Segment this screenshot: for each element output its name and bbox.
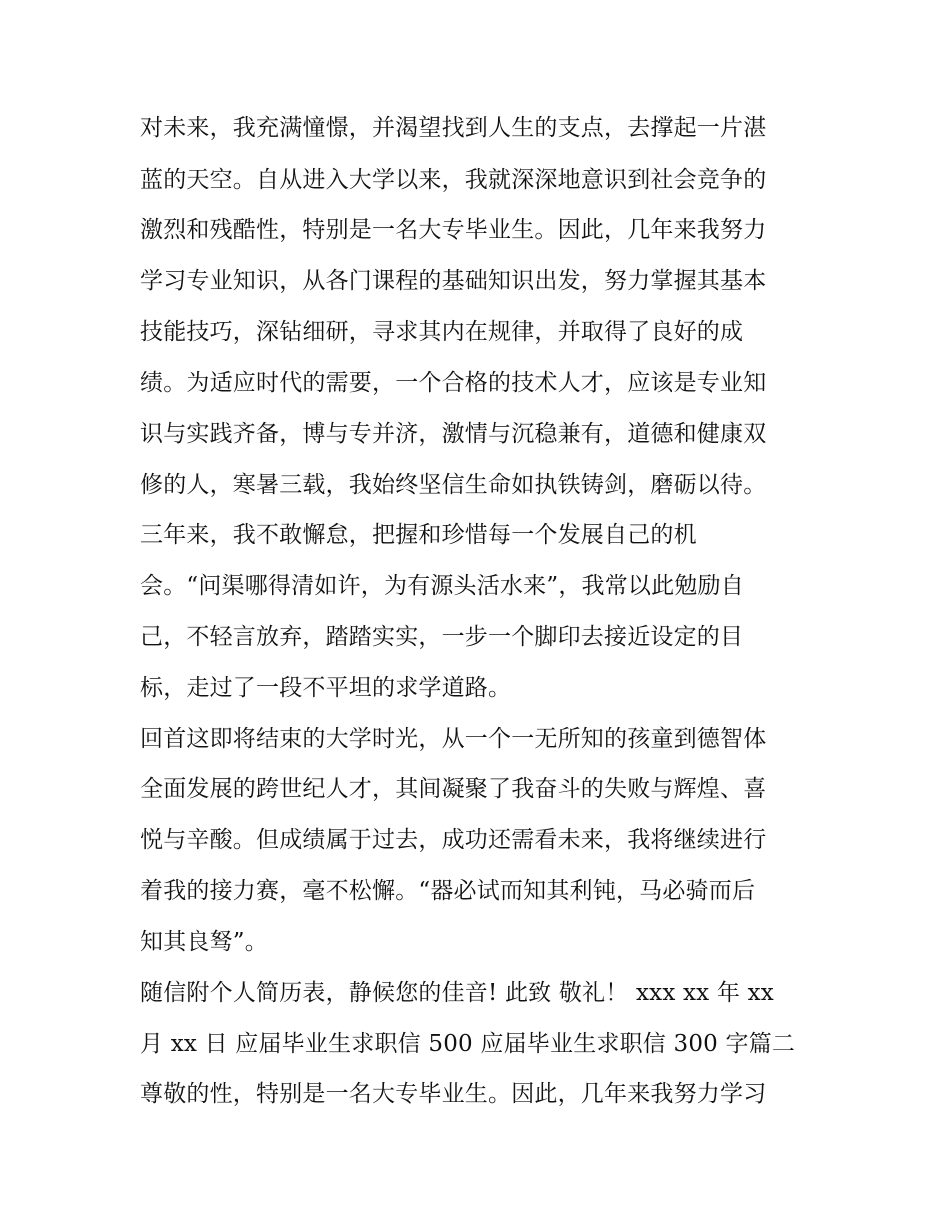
text-line: 识与实践齐备，博与专并济，激情与沉稳兼有，道德和健康双	[140, 421, 767, 447]
text-line: 全面发展的跨世纪人才，其间凝聚了我奋斗的失败与辉煌、喜	[140, 776, 767, 802]
text-line: 对未来，我充满憧憬，并渴望找到人生的支点，去撑起一片湛	[140, 115, 767, 141]
text-line: 会。“问渠哪得清如许，为有源头活水来”，我常以此勉励自	[140, 573, 744, 599]
text-line: 尊敬的性，特别是一名大专毕业生。因此，几年来我努力学习	[140, 1081, 767, 1107]
text-line: 修的人，寒暑三载，我始终坚信生命如执铁铸剑，磨砺以待。	[140, 472, 767, 498]
text-line: 标，走过了一段不平坦的求学道路。	[140, 675, 512, 701]
text-line: 三年来，我不敢懈怠，把握和珍惜每一个发展自己的机	[140, 522, 697, 548]
text-line: 技能技巧，深钻细研，寻求其内在规律，并取得了良好的成	[140, 319, 744, 345]
text-line: 绩。为适应时代的需要，一个合格的技术人才，应该是专业知	[140, 370, 767, 396]
text-line: 己，不轻言放弃，踏踏实实，一步一个脚印去接近设定的目	[140, 624, 744, 650]
text-line: 回首这即将结束的大学时光，从一个一无所知的孩童到德智体	[140, 726, 767, 752]
text-line: 悦与辛酸。但成绩属于过去，成功还需看未来，我将继续进行	[140, 827, 767, 853]
text-line: 蓝的天空。自从进入大学以来，我就深深地意识到社会竞争的	[140, 167, 767, 193]
text-line: 月 xx 日 应届毕业生求职信 500 应届毕业生求职信 300 字篇二	[140, 1031, 796, 1057]
text-line: 学习专业知识，从各门课程的基础知识出发，努力掌握其基本	[140, 268, 767, 294]
text-line: 激烈和残酷性，特别是一名大专毕业生。因此，几年来我努力	[140, 217, 767, 243]
text-line: 随信附个人简历表，静候您的佳音! 此致 敬礼！ xxx xx 年 xx	[140, 980, 774, 1006]
text-line: 着我的接力赛，毫不松懈。“器必试而知其利钝，马必骑而后	[140, 878, 756, 904]
text-line: 知其良驽”。	[140, 929, 268, 955]
